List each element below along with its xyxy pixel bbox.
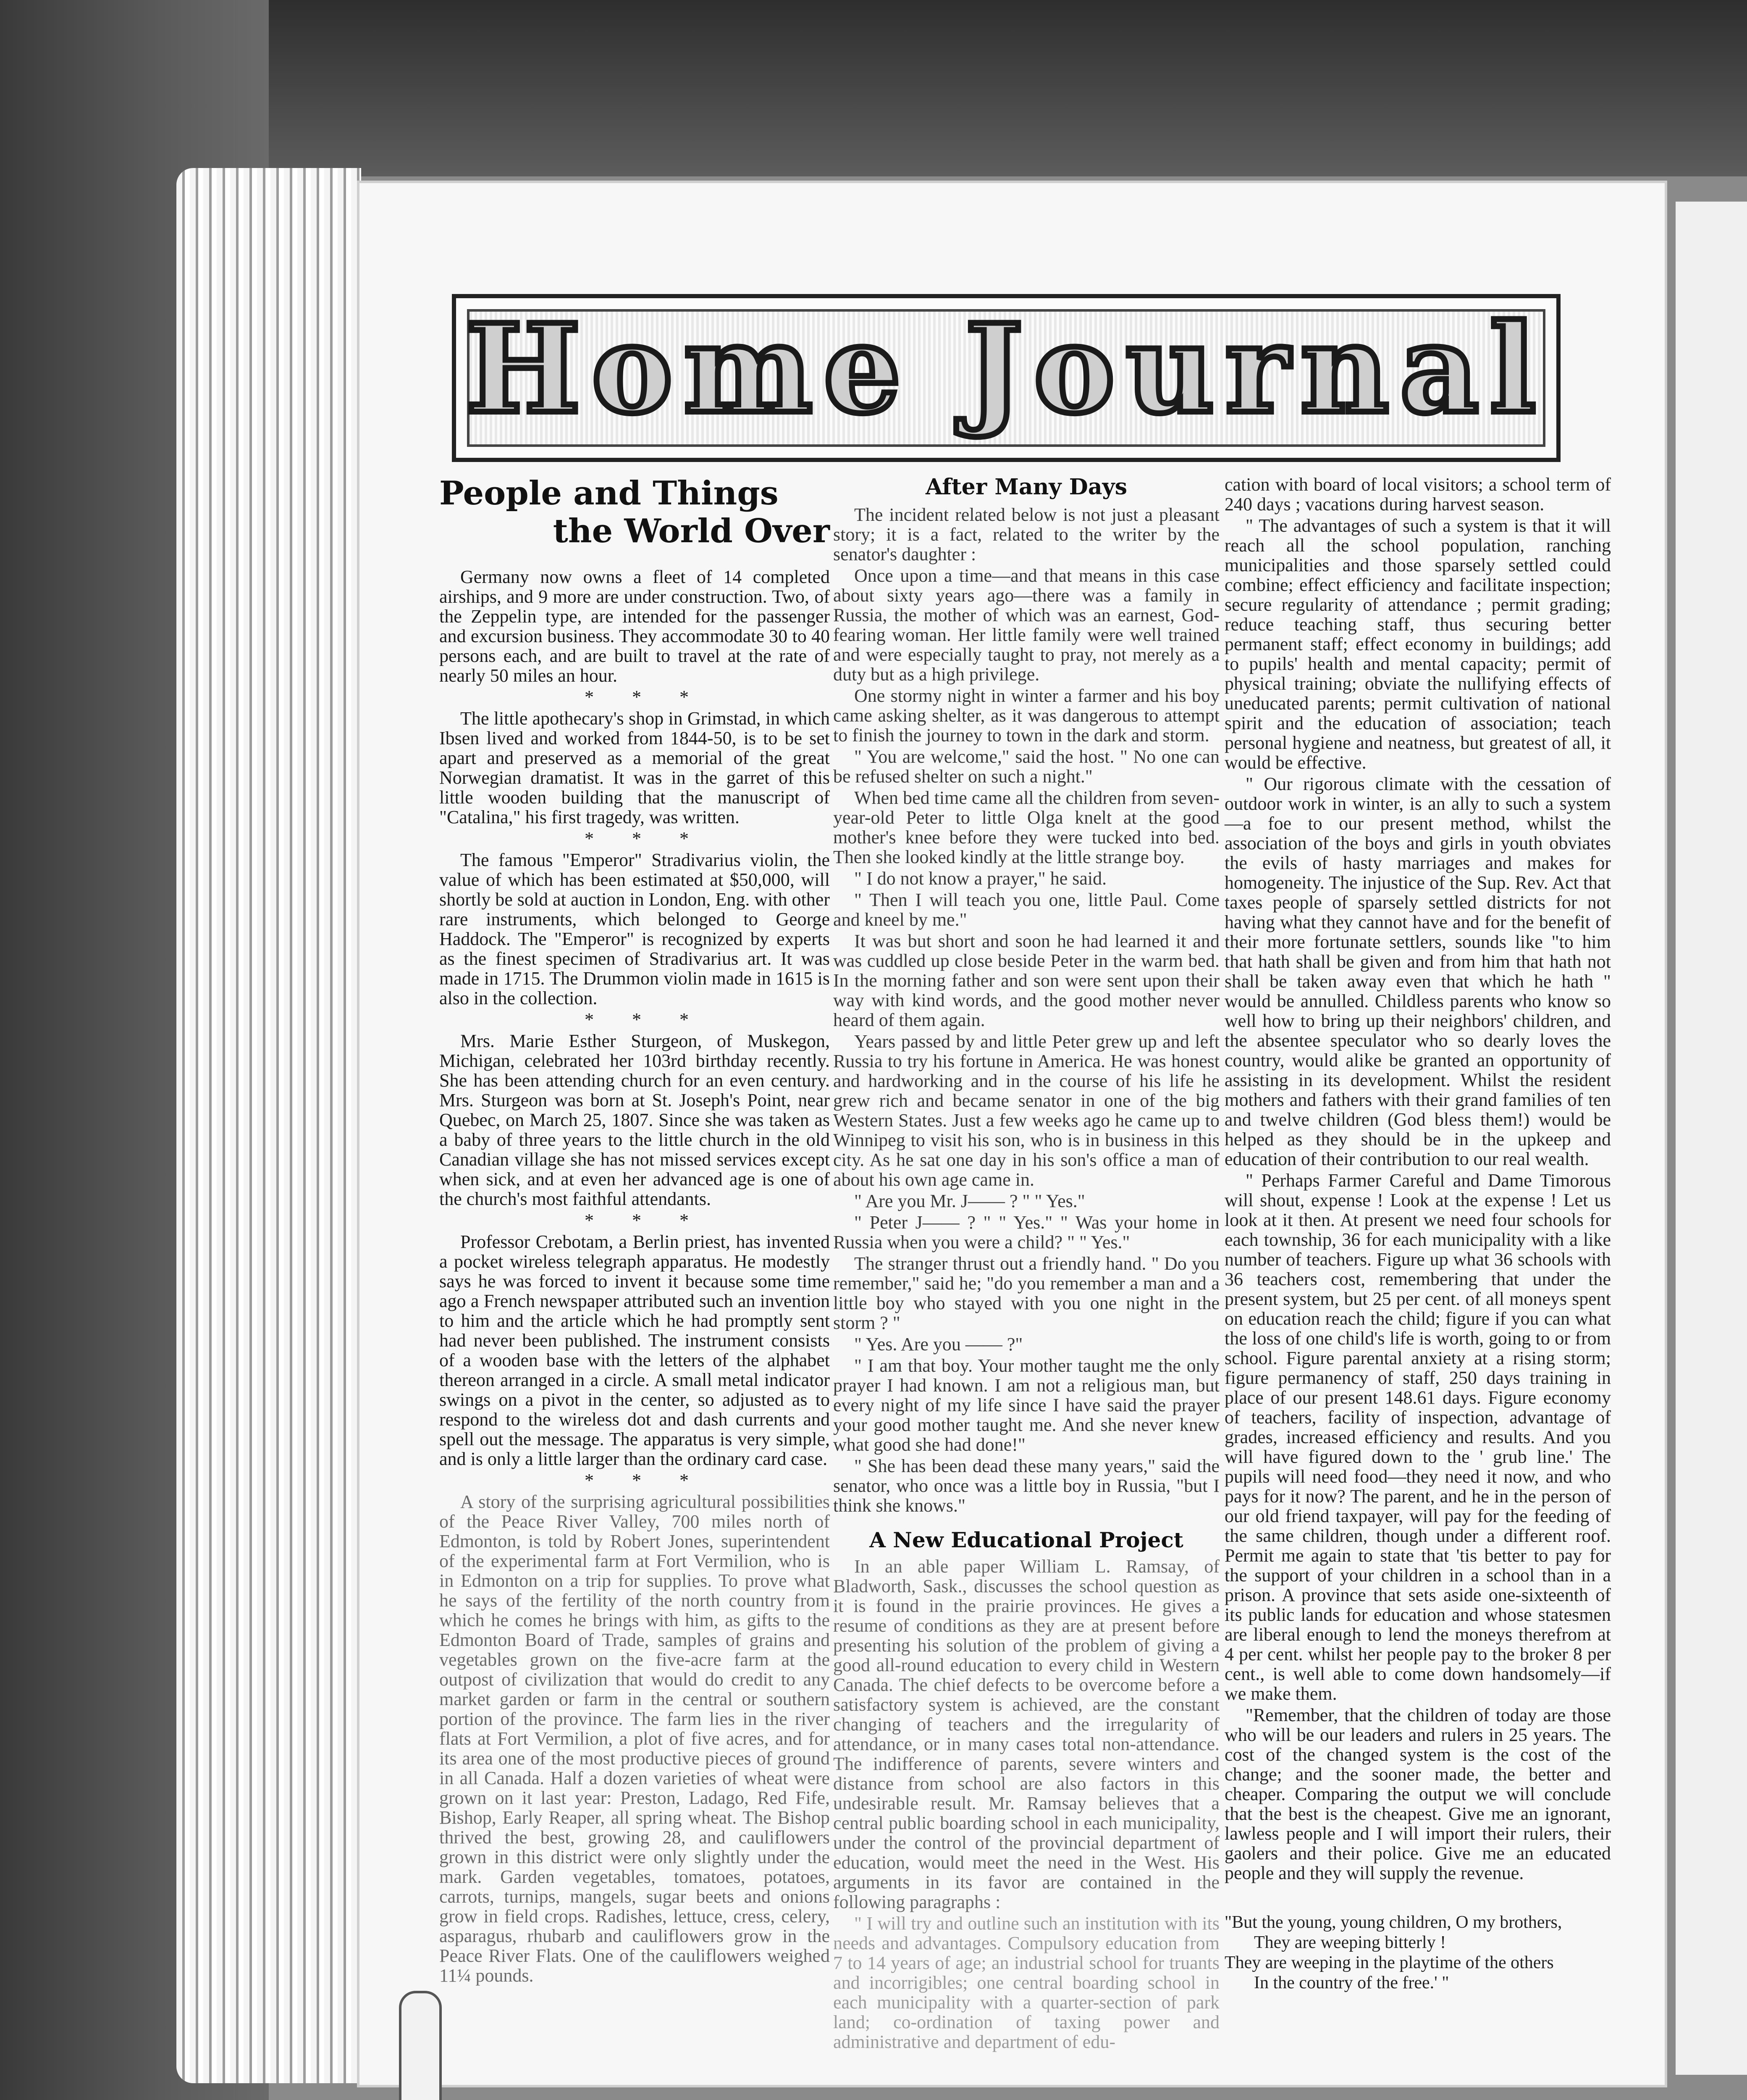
masthead xyxy=(452,294,1561,462)
facing-page-strip xyxy=(1676,202,1747,2075)
story-paragraph: It was but short and soon he had learned it and was cuddled up close beside Peter in the warm bed. In the morning father and son were sent upon their way with kind words, and the good mother never heard of them again. xyxy=(833,931,1220,1030)
article-paragraph: "Remember, that the children of today are those who will be our leaders and rulers in 25 years. The cost of the changed system is the cost of the change; and the sooner made, the better and cheaper. Comparing the output we will conclude that the best is the cheapest. Give me an ignorant, lawless people and I will import their rulers, their gaolers and their police. Give me an educated people and they will supply the revenue. xyxy=(1225,1705,1611,1883)
story-paragraph: " Then I will teach you one, little Paul. Come and kneel by me." xyxy=(833,890,1220,930)
article-paragraph: The little apothecary's shop in Grimstad, in which Ibsen lived and worked from 1844-50, is to be set apart and preserved as a memorial of the great Norwegian dramatist. It was in the garret of this little wooden building that the manuscript of "Catalina," his first tragedy, was written. xyxy=(439,708,830,827)
story-paragraph: One stormy night in winter a farmer and his boy came asking shelter, as it was dangerous to attempt to finish the journey to town in the dark and storm. xyxy=(833,685,1220,746)
column-educational-continued xyxy=(1225,475,1611,1993)
section-divider: * * * xyxy=(585,828,706,849)
headline-line-1: People and Things xyxy=(439,474,779,512)
article-paragraph: " Our rigorous climate with the cessation of outdoor work in winter, is an ally to such a system —a foe to our present method, whilst the association of the boys and girls in youth obviates the evils of hasty marriages and makes for homogeneity. The injustice of the Sup. Rev. Act that taxes people of sparsely settled districts for not having what they cannot have and for the benefit of their more fortunate settlers, sounds like "to him that hath shall be given and from him that hath not shall be taken away even that which he hath " would be annulled. Childless parents who know so well how to bring up their neighbors' children, and the absentee speculator who so dearly loves the country, would alike be granted an opportunity of assisting in its development. Whilst the resident mothers and fathers with their grand families of ten and twelve children (God bless them!) would be helped as they should be in the upkeep and education of their contribution to our real wealth. xyxy=(1225,774,1611,1169)
story-paragraph: When bed time came all the children from seven-year-old Peter to little Olga knelt at the good mother's knee before they were tucked into bed. Then she looked kindly at the little strange boy. xyxy=(833,788,1220,867)
headline-after-many-days: After Many Days xyxy=(925,474,1128,500)
article-paragraph: A story of the surprising agricultural possibilities of the Peace River Valley, 700 miles north of Edmonton, is told by Robert Jones, superintendent of the experimental farm at Fort Vermilion, who is in Edmonton on a trip for supplies. To prove what he says of the fertility of the north country from which he comes he brings with him, as gifts to the Edmonton Board of Trade, samples of grains and vegetables grown on the five-acre farm at the outpost of civilization that would do credit to any market garden or farm in the central or southern portion of the province. The farm lies in the river flats at Fort Vermilion, a plot of five acres, and for its area one of the most productive pieces of ground in all Canada. Half a dozen varieties of wheat were grown on it last year: Preston, Ladago, Red Fife, Bishop, Early Reaper, all spring wheat. The Bishop thrived the best, growing 28, and cauliflowers grown in this district were only slightly under the mark. Garden vegetables, tomatoes, potatoes, carrots, turnips, mangels, sugar beets and onions grow in field crops. Radishes, lettuce, cress, celery, asparagus, rhubarb and cauliflowers grow in the Peace River Flats. One of the cauliflowers weighed 11¼ pounds. xyxy=(439,1491,830,1986)
section-divider: * * * xyxy=(585,687,706,707)
story-paragraph: The incident related below is not just a pleasant story; it is a fact, related to the writer by the senator's daughter : xyxy=(833,504,1220,564)
article-paragraph: The famous "Emperor" Stradivarius violin, the value of which has been estimated at $50,000, will shortly be sold at auction in London, Eng. with other rare instruments, which belonged to George Haddock. The "Emperor" is recognized by experts as the finest specimen of Stradivarius art. It was made in 1715. The Drummon violin made in 1615 is also in the collection. xyxy=(439,850,830,1008)
article-paragraph: cation with board of local visitors; a school term of 240 days ; vacations during harvest season. xyxy=(1225,474,1611,514)
article-paragraph: Mrs. Marie Esther Sturgeon, of Muskegon, Michigan, celebrated her 103rd birthday recently. She has been attending church for an even century. Mrs. Sturgeon was born at St. Joseph's Point, near Quebec, on March 25, 1807. Since she was taken as a baby of three years to the little church in the old Canadian village she has not missed services except when sick, and at even her advanced age is one of the church's most faithful attendants. xyxy=(439,1031,830,1209)
book-page-edges xyxy=(176,168,361,2083)
poem-line: They are weeping bitterly ! xyxy=(1254,1933,1446,1952)
headline-line-2: the World Over xyxy=(553,512,830,550)
book-clip xyxy=(399,1991,442,2100)
story-paragraph: " You are welcome," said the host. " No one can be refused shelter on such a night." xyxy=(833,746,1220,787)
column-people-and-things xyxy=(439,475,830,1987)
story-paragraph: " Yes. Are you —— ?" xyxy=(854,1334,1023,1354)
closing-poem xyxy=(1225,1912,1611,1993)
story-paragraph: " She has been dead these many years," said the senator, who once was a little boy in Russia, "but I think she knows." xyxy=(833,1456,1220,1516)
journal-page xyxy=(357,181,1667,2087)
article-paragraph: " Perhaps Farmer Careful and Dame Timorous will shout, expense ! Look at the expense ! Let us look at it then. At present we need four schools for each township, 36 for each municipality with a like number of teachers. Figure up what 36 schools with 36 teachers cost, remembering that under the present system, but 25 per cent. of all moneys spent on education reach the child; figure if you can what the loss of one child's life is worth, going to or from school. Figure parental anxiety at a rising storm; figure permanency of staff, 250 days training in place of our present 148.61 days. Figure economy of teachers, facility of inspection, advantage of grades, increased efficiency and results. And you will have figured down to the ' grub line.' The pupils will need food—they need it now, and who pays for it now? The parent, and he in the person of our old friend taxpayer, will pay for the feeding of the same children, though under a different roof. Permit me again to state that 'tis better to pay for the support of your children in a school than in a prison. A province that sets aside one-sixteenth of its public lands for education and whose statesmen are liberal enough to lend the moneys therefrom at 4 per cent. whilst her people pay to the broker 8 per cent., is well able to come down handsomely—if we make them. xyxy=(1225,1170,1611,1704)
headline-people-and-things xyxy=(439,475,830,550)
article-paragraph: " I will try and outline such an institution with its needs and advantages. Compulsory education from 7 to 14 years of age; an industrial school for truants and incorrigibles; one central boarding school in each municipality with a quarter-section of park land; co-ordination of taxing power and administrative and department of edu- xyxy=(833,1913,1220,2052)
story-paragraph: " Peter J—— ? " " Yes." " Was your home in Russia when you were a child? " " Yes." xyxy=(833,1212,1220,1252)
article-paragraph: In an able paper William L. Ramsay, of Bladworth, Sask., discusses the school question as it is found in the prairie provinces. He gives a resume of conditions as they are at present before presenting his solution of the problem of giving a good all-round education to every child in Western Canada. The chief defects to be overcome before a satisfactory system is achieved, are the constant changing of teachers and the irregularity of attendance, or in many cases total non-attendance. The indifference of parents, severe winters and distance from school are also factors in this undesirable result. Mr. Ramsay believes that a central public boarding school in each municipality, under the control of the provincial department of education, would meet the need in the West. His arguments in its favor are contained in the following paragraphs : xyxy=(833,1556,1220,1912)
section-divider: * * * xyxy=(585,1009,706,1030)
story-paragraph: " I do not know a prayer," he said. xyxy=(854,868,1107,889)
headline-educational-project: A New Educational Project xyxy=(869,1528,1183,1552)
story-paragraph: " I am that boy. Your mother taught me the only prayer I had known. I am not a religious man, but every night of my life since I have said the prayer your good mother taught me. And she never knew what good she had done!" xyxy=(833,1355,1220,1455)
poem-line: They are weeping in the playtime of the others xyxy=(1225,1953,1554,1972)
article-paragraph: " The advantages of such a system is that it will reach all the school population, ranching municipalities and those sparsely settled could combine; effect efficiency and facilitate inspection; secure regularity of attendance ; permit grading; reduce teaching staff, thus securing better permanent staff; effect economy in buildings; add to pupils' health and mental capacity; permit of physical training; obviate the nullifying effects of uneducated parents; permit cultivation of national spirit and the education of association; teach personal hygiene and neatness, but greatest of all, it would be effective. xyxy=(1225,515,1611,773)
column-after-many-days xyxy=(833,475,1220,2053)
story-paragraph: Once upon a time—and that means in this case about sixty years ago—there was a family in Russia, the mother of which was an earnest, God-fearing woman. Her little family were well trained and were especially taught to pray, not merely as a duty but as a high privilege. xyxy=(833,565,1220,685)
article-paragraph: Professor Crebotam, a Berlin priest, has invented a pocket wireless telegraph apparatus. He modestly says he was forced to invent it because some time ago a French newspaper attributed such an invention to him and the article which he had promptly sent had never been published. The instrument consists of a wooden base with the letters of the alphabet thereon arranged in a circle. A small metal indicator swings on a pivot in the center, so adjusted as to respond to the wireless dot and dash currents and spell out the message. The apparatus is very simple, and is only a little larger than the ordinary card case. xyxy=(439,1231,830,1469)
masthead-title: Home Journal xyxy=(465,298,1547,441)
story-paragraph: The stranger thrust out a friendly hand. " Do you remember," said he; "do you remember a man and a little boy who stayed with you one night in the storm ? " xyxy=(833,1253,1220,1333)
story-paragraph: Years passed by and little Peter grew up and left Russia to try his fortune in America. He was honest and hardworking and in the course of his life he grew rich and became senator in one of the big Western States. Just a few weeks ago he came up to Winnipeg to visit his son, who is in business in this city. As he sat one day in his son's office a man of about his own age came in. xyxy=(833,1031,1220,1190)
article-paragraph: Germany now owns a fleet of 14 completed airships, and 9 more are under construction. Two, of the Zeppelin type, are intended for the passenger and excursion business. They accommodate 30 to 40 persons each, and are built to travel at the rate of nearly 50 miles an hour. xyxy=(439,567,830,686)
story-paragraph: " Are you Mr. J—— ? " " Yes." xyxy=(854,1191,1085,1211)
poem-line: "But the young, young children, O my brothers, xyxy=(1225,1913,1562,1932)
section-divider: * * * xyxy=(585,1470,706,1491)
section-divider: * * * xyxy=(585,1210,706,1231)
poem-line: In the country of the free.' " xyxy=(1254,1973,1449,1992)
